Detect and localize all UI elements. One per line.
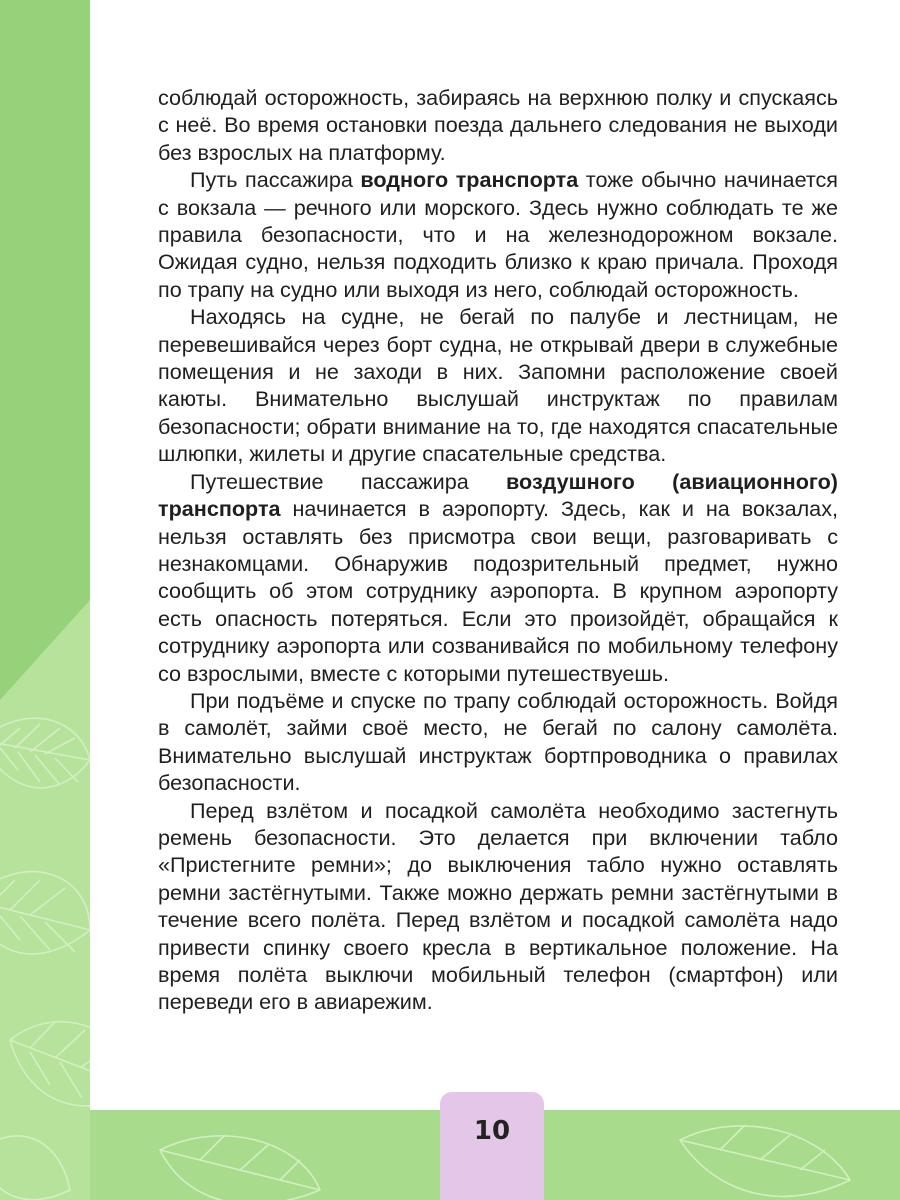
text-run: соблюдай осторожность, забираясь на верхнюю полку и спускаясь с неё. Во время остановки поезда дальнего следования не выходи без взрослых на платформу. [158, 85, 838, 165]
text-body [158, 84, 838, 1016]
paragraph [158, 303, 838, 467]
text-run: начинается в аэропорту. Здесь, как и на вокзалах, нельзя оставлять без присмотра свои вещи, разговаривать с незнакомцами. Обнаружив подозрительный предмет, нужно сообщить об этом сотруднику аэропорта. В крупном аэропорту есть опасность потеряться. Если это произойдёт, обращайся к сотруднику аэропорта или созванивайся по мобильному телефону со взрослыми, вместе с которыми путешествуешь. [158, 496, 838, 686]
text-run: Путешествие пассажира [190, 468, 507, 494]
text-run: Находясь на судне, не бегай по палубе и лестницам, не перевешивайся через борт судна, не открывай двери в служебные помещения и не заходи в них. Запомни расположение своей каюты. Внимательно выслушай инструктаж по правилам безопасности; обрати внимание на то, где находятся спасательные шлюпки, жилеты и другие спасательные средства. [158, 304, 838, 467]
text-run: тоже обычно начинается с вокзала — речного или морского. Здесь нужно соблюдать те же правила безопасности, что и на железнодорожном вокзале. Ожидая судно, нельзя подходить близко к краю причала. Проходя по трапу на судно или выходя из него, соблюдай осторожность. [158, 167, 838, 302]
paragraph [158, 797, 838, 1016]
paragraph [158, 687, 838, 797]
paragraph [158, 468, 838, 687]
text-run: При подъёме и спуске по трапу соблюдай осторожность. Войдя в самолёт, займи своё место, не бегай по салону самолёта. Внимательно выслушай инструктаж бортпроводника о правилах безопасности. [158, 687, 838, 796]
bold-term: воздушного (авиационного) транспорта [158, 468, 838, 522]
page-sheet [90, 0, 900, 1110]
page-number: 10 [473, 1116, 511, 1146]
text-run: Перед взлётом и посадкой самолёта необходимо застегнуть ремень безопасности. Это делается при включении табло «Пристегните ремни»; до выключения табло нужно оставлять ремни застёгнутыми. Также можно держать ремни застёгнутыми в течение всего полёта. Перед взлётом и посадкой самолёта надо привести спинку своего кресла в вертикальное положение. На время полёта выключи мобильный телефон (смартфон) или переведи его в авиарежим. [158, 797, 838, 1015]
page-number-tab [440, 1092, 544, 1200]
bold-term: водного транспорта [360, 167, 579, 193]
text-run: Путь пассажира [190, 167, 361, 193]
paragraph [158, 84, 838, 166]
paragraph [158, 166, 838, 303]
